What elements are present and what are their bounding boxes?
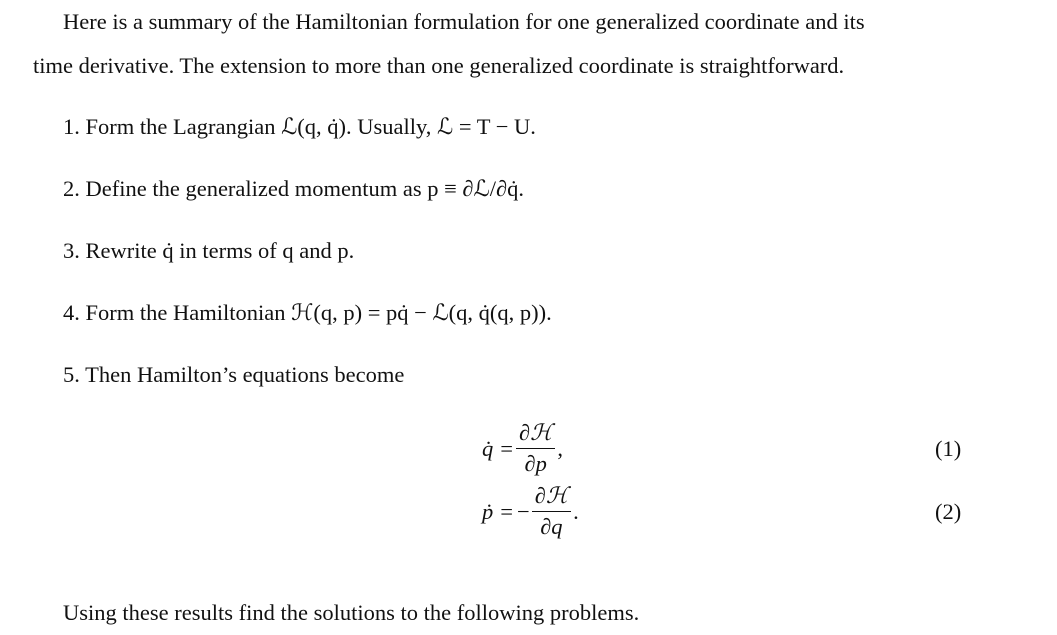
equation-2: ṗ = − $\frac{\text{∂ℋ}}{\partial q}$ . [481, 483, 579, 539]
equation-1: q̇ = $\frac{\text{∂ℋ}}{\partial p}$ , [481, 420, 563, 476]
equation-1-label: (1) [935, 436, 962, 461]
intro-line-2: time derivative. The extension to more than one generalized coordinate is straightforward. [33, 53, 845, 78]
step-1: 1. Form the Lagrangian ℒ(q, q̇). Usually, ℒ = T − U. [63, 114, 536, 139]
closing-text: Using these results find the solutions to the following problems. [63, 600, 640, 625]
step-5: 5. Then Hamilton’s equations become [63, 362, 405, 387]
step-4: 4. Form the Hamiltonian ℋ(q, p) = pq̇ − ℒ(q, q̇(q, p)). [63, 300, 552, 325]
equation-2-label: (2) [935, 499, 962, 524]
intro-line-1: Here is a summary of the Hamiltonian formulation for one generalized coordinate and its [63, 9, 865, 34]
step-3: 3. Rewrite q̇ in terms of q and p. [63, 238, 355, 263]
step-2: 2. Define the generalized momentum as p ≡ ∂ℒ/∂q̇. [63, 176, 524, 201]
